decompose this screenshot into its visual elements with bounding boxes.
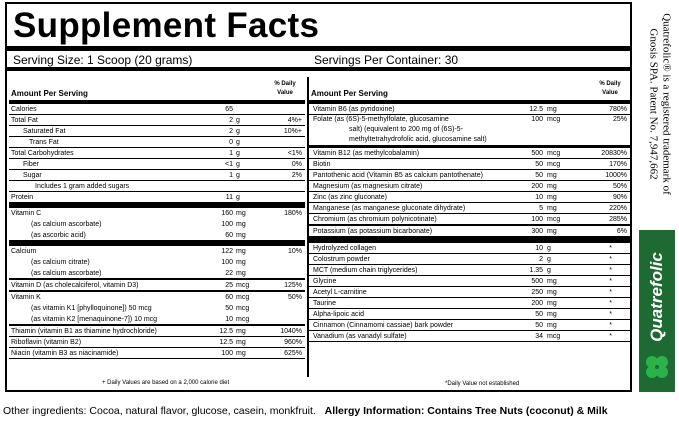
nutrient-amount: 100 xyxy=(221,259,233,266)
nutrient-unit: mg xyxy=(547,106,557,113)
four-leaf-clover-icon xyxy=(644,354,670,380)
left-nutrient-row xyxy=(9,126,305,137)
nutrient-amount: 300 xyxy=(531,228,543,235)
nutrient-name: Chromium (as chromium polynicotinate) xyxy=(313,216,437,223)
nutrient-unit: mg xyxy=(236,270,246,277)
quatrefolic-logo xyxy=(639,230,675,392)
nutrient-daily-value: 6% xyxy=(616,228,627,235)
nutrient-unit: mcg xyxy=(236,294,250,301)
nutrient-name: Total Fat xyxy=(11,117,38,124)
nutrient-name: (as calcium ascorbate) xyxy=(31,270,102,277)
nutrient-unit: mg xyxy=(547,194,557,201)
nutrient-daily-value: * xyxy=(609,256,612,263)
nutrient-amount: 160 xyxy=(221,210,233,217)
right-amount-per-serving: Amount Per Serving xyxy=(311,89,388,98)
left-nutrient-row xyxy=(9,268,305,279)
nutrient-unit: mcg xyxy=(547,161,561,168)
nutrient-name: Saturated Fat xyxy=(23,128,66,135)
left-nutrient-row xyxy=(9,280,305,291)
nutrient-amount: 60 xyxy=(225,294,233,301)
nutrient-name: Cinnamon (Cinnamomi cassiae) bark powder xyxy=(313,322,454,329)
nutrient-daily-value: 10% xyxy=(287,248,302,255)
left-nutrient-row xyxy=(9,246,305,257)
right-nutrient-row xyxy=(309,214,630,225)
nutrient-unit: mcg xyxy=(236,282,250,289)
nutrient-unit: mg xyxy=(547,205,557,212)
right-nutrient-row xyxy=(309,148,630,159)
nutrient-daily-value: 960% xyxy=(284,339,302,346)
serving-size: Serving Size: 1 Scoop (20 grams) xyxy=(13,53,193,67)
left-dv-line2: Value xyxy=(277,90,293,96)
nutrient-amount: 2 xyxy=(229,117,233,124)
nutrient-unit: mg xyxy=(547,172,557,179)
left-nutrient-row xyxy=(9,115,305,126)
left-nutrient-row xyxy=(9,192,305,203)
nutrient-name: Manganese (as manganese gluconate dihydrate) xyxy=(313,205,466,212)
nutrient-amount: 10 xyxy=(535,194,543,201)
nutrient-unit: mcg xyxy=(547,150,561,157)
nutrient-amount: 100 xyxy=(221,221,233,228)
nutrient-unit: mg xyxy=(547,289,557,296)
nutrient-amount: 50 xyxy=(535,322,543,329)
nutrient-amount: 60 xyxy=(225,232,233,239)
nutrient-amount: 12.5 xyxy=(219,339,233,346)
nutrient-name: Acetyl L-carnitine xyxy=(313,289,367,296)
left-nutrient-row xyxy=(9,314,305,325)
nutrient-amount: 250 xyxy=(531,289,543,296)
right-nutrient-row xyxy=(309,298,630,309)
nutrient-daily-value: 25% xyxy=(612,116,627,123)
nutrient-daily-value: 625% xyxy=(284,350,302,357)
left-nutrient-row xyxy=(9,170,305,181)
nutrient-name: Zinc (as zinc gluconate) xyxy=(313,194,387,201)
nutrient-amount: 50 xyxy=(225,305,233,312)
right-dv-line2: Value xyxy=(602,90,618,96)
nutrient-name: Niacin (vitamin B3 as niacinamide) xyxy=(11,350,119,357)
nutrient-unit: mg xyxy=(236,210,246,217)
left-nutrient-row xyxy=(9,208,305,219)
left-dv-line1: % Daily xyxy=(274,81,296,87)
right-nutrient-row xyxy=(309,226,630,237)
nutrient-amount: 122 xyxy=(221,248,233,255)
nutrient-amount: 50 xyxy=(535,172,543,179)
nutrient-daily-value: 20830% xyxy=(601,150,627,157)
other-ingredients-label: Other ingredients: xyxy=(3,405,87,417)
nutrient-unit: g xyxy=(236,139,240,146)
right-nutrient-row xyxy=(309,254,630,265)
nutrient-name xyxy=(313,115,487,145)
left-amount-per-serving: Amount Per Serving xyxy=(11,89,88,98)
nutrient-unit: mg xyxy=(547,300,557,307)
nutrient-name: Calcium xyxy=(11,248,37,255)
nutrient-amount: 200 xyxy=(531,300,543,307)
nutrient-amount: 12.5 xyxy=(529,106,543,113)
nutrient-name: (as calcium ascorbate) xyxy=(31,221,102,228)
nutrient-amount: 500 xyxy=(531,278,543,285)
right-nutrient-row xyxy=(309,170,630,181)
nutrient-unit: g xyxy=(547,256,551,263)
right-nutrient-row xyxy=(309,265,630,276)
left-rows xyxy=(9,104,305,359)
nutrient-daily-value: 1000% xyxy=(605,172,627,179)
nutrient-unit: mg xyxy=(547,228,557,235)
right-nutrient-row xyxy=(309,276,630,287)
left-nutrient-row xyxy=(9,104,305,115)
nutrient-unit: mg xyxy=(547,183,557,190)
nutrient-name: Alpha-lipoic acid xyxy=(313,311,364,318)
left-nutrient-row xyxy=(9,181,305,192)
nutrient-name: Colostrum powder xyxy=(313,256,370,263)
nutrient-name: Magnesium (as magnesium citrate) xyxy=(313,183,423,190)
nutrient-daily-value: 0% xyxy=(291,161,302,168)
nutrient-amount: 25 xyxy=(225,282,233,289)
nutrient-daily-value: 10%+ xyxy=(283,128,302,135)
nutrient-amount: 22 xyxy=(225,270,233,277)
nutrient-unit: mg xyxy=(236,232,246,239)
nutrient-amount: 10 xyxy=(225,316,233,323)
right-nutrient-row xyxy=(309,203,630,214)
right-footnote: *Daily Value not established xyxy=(445,381,520,387)
nutrient-name: Vitamin C xyxy=(11,210,42,217)
nutrient-unit: mg xyxy=(236,259,246,266)
nutrient-name: Riboflavin (vitamin B2) xyxy=(11,339,82,346)
nutrient-unit: mg xyxy=(236,350,246,357)
nutrient-name: Includes 1 gram added sugars xyxy=(35,183,130,190)
left-nutrient-row xyxy=(9,159,305,170)
nutrient-unit: mg xyxy=(547,278,557,285)
nutrient-name: (as calcium citrate) xyxy=(31,259,90,266)
nutrient-amount: 100 xyxy=(531,116,543,123)
right-nutrient-row xyxy=(309,331,630,342)
nutrient-unit: g xyxy=(236,150,240,157)
nutrient-name: Taurine xyxy=(313,300,336,307)
nutrient-name: (as vitamin K1 [phylloquinone]) 50 mcg xyxy=(31,305,152,312)
left-nutrient-row xyxy=(9,257,305,268)
nutrient-daily-value: 2% xyxy=(291,172,302,179)
right-nutrient-row xyxy=(309,243,630,254)
brand-logo-text: Quatrefolic xyxy=(647,252,666,342)
nutrient-daily-value: 125% xyxy=(284,282,302,289)
nutrient-daily-value: 4%+ xyxy=(287,117,302,124)
nutrient-name: Pantothenic acid (Vitamin B5 as calcium pantothenate) xyxy=(313,172,483,179)
nutrient-unit: mg xyxy=(236,248,246,255)
nutrient-amount: 200 xyxy=(531,183,543,190)
right-nutrient-row xyxy=(309,104,630,115)
nutrient-unit: mg xyxy=(236,339,246,346)
nutrient-daily-value: 780% xyxy=(609,106,627,113)
nutrient-daily-value: 90% xyxy=(612,194,627,201)
nutrient-unit: g xyxy=(236,128,240,135)
nutrient-daily-value: * xyxy=(609,245,612,252)
nutrient-name: Vitamin B12 (as methylcobalamin) xyxy=(313,150,420,157)
right-nutrient-row xyxy=(309,309,630,320)
nutrient-unit: mcg xyxy=(547,333,561,340)
left-nutrient-row xyxy=(9,219,305,230)
nutrient-daily-value: 1040% xyxy=(280,328,302,335)
left-nutrient-row xyxy=(9,303,305,314)
nutrient-name: MCT (medium chain triglycerides) xyxy=(313,267,418,274)
right-nutrient-row xyxy=(309,320,630,331)
right-nutrient-row xyxy=(309,115,630,146)
left-column xyxy=(9,77,305,359)
left-footnote: + Daily Values are based on a 2,000 calorie diet xyxy=(102,380,230,386)
nutrient-name-line: methyltetrahydrofolic acid, glucosamine salt) xyxy=(349,136,487,143)
right-nutrient-row xyxy=(309,159,630,170)
nutrient-name: Thiamin (vitamin B1 as thiamine hydrochloride) xyxy=(11,328,157,335)
nutrient-name: Sugar xyxy=(23,172,42,179)
nutrient-amount: 1 xyxy=(229,172,233,179)
nutrient-amount: 1.35 xyxy=(529,267,543,274)
nutrient-amount: 11 xyxy=(225,194,233,201)
nutrient-daily-value: 220% xyxy=(609,205,627,212)
nutrient-daily-value: 180% xyxy=(284,210,302,217)
left-nutrient-row xyxy=(9,292,305,303)
nutrient-unit: mg xyxy=(236,328,246,335)
nutrient-name: Biotin xyxy=(313,161,331,168)
left-nutrient-row xyxy=(9,137,305,148)
nutrient-amount: 0 xyxy=(229,139,233,146)
nutrient-name: Vanadium (as vanadyl sulfate) xyxy=(313,333,407,340)
nutrient-amount: 1 xyxy=(229,150,233,157)
nutrient-daily-value: 50% xyxy=(612,183,627,190)
left-nutrient-row xyxy=(9,348,305,359)
other-ingredients: Cocoa, natural flavor, glucose, casein, monkfruit. xyxy=(89,405,316,417)
right-dv-heading xyxy=(592,80,628,98)
right-column-header xyxy=(309,77,630,100)
nutrient-daily-value: <1% xyxy=(287,150,302,157)
nutrient-amount: 50 xyxy=(535,311,543,318)
panel-title: Supplement Facts xyxy=(13,6,320,45)
nutrient-unit: mcg xyxy=(547,216,561,223)
nutrient-unit: mcg xyxy=(547,116,561,123)
right-nutrient-row xyxy=(309,192,630,203)
nutrient-name: Hydrolyzed collagen xyxy=(313,245,377,252)
supplement-facts-panel xyxy=(5,2,632,392)
left-nutrient-row xyxy=(9,230,305,241)
nutrient-daily-value: * xyxy=(609,278,612,285)
nutrient-name: Potassium (as potassium bicarbonate) xyxy=(313,228,433,235)
nutrient-name: (as vitamin K2 [menaquinone-7]) 10 mcg xyxy=(31,316,158,323)
right-dv-line1: % Daily xyxy=(599,81,621,87)
right-column xyxy=(309,77,630,342)
nutrient-name: Vitamin B6 (as pyridoxine) xyxy=(313,106,395,113)
title-rule xyxy=(7,46,630,51)
nutrient-unit: mcg xyxy=(236,316,250,323)
nutrient-daily-value: * xyxy=(609,333,612,340)
nutrient-daily-value: * xyxy=(609,267,612,274)
serving-rule xyxy=(7,67,630,71)
nutrient-amount: 5 xyxy=(539,205,543,212)
right-nutrient-row xyxy=(309,181,630,192)
bottom-info xyxy=(3,405,608,417)
nutrient-unit: g xyxy=(236,161,240,168)
nutrient-amount: 12.5 xyxy=(219,328,233,335)
nutrient-name: Vitamin D (as cholecalciferol, vitamin D3) xyxy=(11,282,139,289)
nutrient-amount: <1 xyxy=(225,161,233,168)
nutrient-unit: mg xyxy=(547,311,557,318)
left-column-header xyxy=(9,77,305,100)
nutrient-amount: 2 xyxy=(539,256,543,263)
nutrient-name: Trans Fat xyxy=(29,139,59,146)
nutrient-amount: 2 xyxy=(229,128,233,135)
nutrient-daily-value: * xyxy=(609,300,612,307)
nutrient-name: Protein xyxy=(11,194,34,201)
column-divider xyxy=(307,77,309,377)
nutrient-unit: g xyxy=(547,245,551,252)
nutrient-name: (as ascorbic acid) xyxy=(31,232,86,239)
right-rows xyxy=(309,104,630,342)
left-dv-heading xyxy=(267,80,303,98)
servings-per-container: Servings Per Container: 30 xyxy=(314,53,459,67)
nutrient-amount: 50 xyxy=(535,161,543,168)
nutrient-name: Vitamin K xyxy=(11,294,41,301)
nutrient-daily-value: * xyxy=(609,311,612,318)
nutrient-name-line: salt) (equivalent to 200 mg of (6S)-5- xyxy=(349,126,463,133)
nutrient-daily-value: * xyxy=(609,322,612,329)
nutrient-amount: 100 xyxy=(531,216,543,223)
nutrient-unit: g xyxy=(547,267,551,274)
right-nutrient-row xyxy=(309,287,630,298)
nutrient-daily-value: 170% xyxy=(609,161,627,168)
nutrient-name: Glycine xyxy=(313,278,337,285)
trademark-note: Quatrefolic® is a registered trademark of Gnosis SPA. Patent No. 7,947,662 xyxy=(647,13,673,195)
nutrient-unit: mg xyxy=(236,221,246,228)
nutrient-daily-value: 50% xyxy=(287,294,302,301)
nutrient-unit: mg xyxy=(547,322,557,329)
nutrient-amount: 10 xyxy=(535,245,543,252)
nutrient-amount: 500 xyxy=(531,150,543,157)
left-nutrient-row xyxy=(9,148,305,159)
nutrient-name: Fiber xyxy=(23,161,39,168)
nutrient-amount: 100 xyxy=(221,350,233,357)
nutrient-name: Calories xyxy=(11,106,37,113)
nutrient-amount: 34 xyxy=(535,333,543,340)
nutrient-daily-value: * xyxy=(609,289,612,296)
nutrient-name: Total Carbohydrates xyxy=(11,150,74,157)
nutrient-name-line: Folate (as (6S)-5-methylfolate, glucosamine xyxy=(313,116,449,123)
nutrient-unit: g xyxy=(236,172,240,179)
nutrient-amount: 65 xyxy=(225,106,233,113)
nutrient-unit: g xyxy=(236,117,240,124)
left-nutrient-row xyxy=(9,326,305,337)
allergy-information: Allergy Information: Contains Tree Nuts (coconut) & Milk xyxy=(324,405,608,417)
nutrient-unit: g xyxy=(236,194,240,201)
left-nutrient-row xyxy=(9,337,305,348)
nutrient-daily-value: 285% xyxy=(609,216,627,223)
nutrient-unit: mcg xyxy=(236,305,250,312)
